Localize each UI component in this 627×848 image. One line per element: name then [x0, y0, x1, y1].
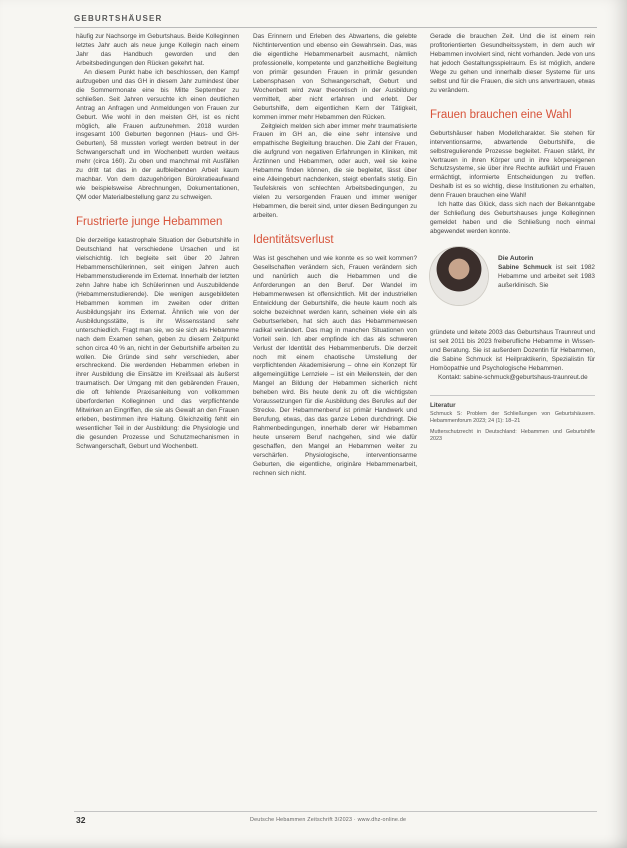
body-paragraph: häufig zur Nachsorge im Geburtshaus. Beide Kolleginnen letztes Jahr auch als neue junge Kollegin nach einem Jahr das Handbuch geworden und den Arbeitsbedingungen den Rücken gekehrt hat. [76, 33, 239, 67]
column-3 [430, 33, 595, 448]
author-bio-text: ist seit 1982 Hebamme und arbeitet seit 1983 außerklinisch. Sie [498, 264, 595, 289]
literature-rule [430, 395, 595, 396]
body-paragraph: Gerade die brauchen Zeit. Und die ist einem rein profitorientierten Gesundheitssystem, in dem auch wir Hebammen involviert sind, nicht vorhanden. Jede von uns hat jedoch Gestaltungsspielraum. Es ist möglich, andere Wege zu gehen und innerhalb dieser Systeme für uns selbst und für die Frauen, die sich uns anvertrauen, etwas zu verändern. [430, 33, 595, 94]
section-heading: Frustrierte junge Hebammen [76, 216, 223, 229]
header-rule [74, 27, 597, 28]
literature-title: Literatur [430, 401, 456, 409]
body-paragraph: Die derzeitige katastrophale Situation der Geburtshilfe in Deutschland hat verschiedene Ursachen und ist vielschichtig. Ich begleite seit über 20 Jahren Hebammenschülerinnen, seit einigen Jahren auch Hebammenstudierende im Externat. Innerhalb der letzten zehn Jahre habe ich Schülerinnen und Auszubildende (Hebammenstudierende). Die wenigen ausgebildeten Hebammen kommen im zweiten oder dritten Ausbildungsjahr ins Externat. Ähnlich wie von der Ausbildungsstätte, is ihr Wissensstand sehr unterschiedlich. Fragt man sie, wo sie sich als Hebamme nach dem Examen sehen, geben zu diesem Zeitpunkt schon circa 40 % an, nicht in der Geburtshilfe arbeiten zu wollen. Die Gründe sind sehr verschieden, aber erschreckend. Die werdenden Hebammen erleben in ihrer Ausbildung die Einsätze im Kreißsaal als äußerst traumatisch. Der Umgang mit den gebärenden Frauen, die oft fehlende Praxisanleitung von vollkommen überforderten Kolleginnen und das verpflichtende Mitwirken an Eingriffen, die sie als Gewalt an den Frauen erleben, bestimmen ihre Haltung. Gleichzeitig fehlt ein wesentlicher Teil in der Ausbildung: die Physiologie und die gesunden Prozesse und Schutzmechanismen in Schwangerschaft, Geburt und Wochenbett. [76, 237, 239, 451]
body-paragraph: Geburtshäuser haben Modellcharakter. Sie stehen für interventionsarme, abwartende Geburtshilfe, die selbstregulierende Prozesse begleitet. Frauen stärkt, ihr Vertrauen in ihren Körper und in ihre körpereigenen Schutzsysteme, sie über ihre Rechte aufklärt und Frauen ermächtigt, informierte Entscheidungen zu treffen. Deshalb ist es so wichtig, diese Institutionen zu erhalten, denn Frauen brauchen eine Wahl! [430, 129, 595, 200]
body-paragraph: Das Erinnern und Erleben des Abwartens, die gelebte Nichtintervention und ebenso ein Gewahrsein. Das, was die eigentliche Hebammenarbeit ausmacht, nämlich professionelle, kompetente und ganzheitliche Begleitung von primär gesunden Frauen in primär gesunden Lebensphasen von Schwangerschaft, Geburt und Wochenbett wird zwar theoretisch in der Ausbildung vermittelt, aber nicht erfahren und erlebt. Der Geburtshilfe, dem eigentlichen Kern der Tätigkeit, kommen immer mehr Hebammen den Rücken. [253, 33, 417, 121]
footer-rule [74, 811, 597, 812]
body-paragraph: Ich hatte das Glück, dass sich nach der Bekanntgabe der Schließung des Geburtshauses junge Kolleginnen gemeldet haben und die Schließung noch einmal abgewendet werden konnte. [430, 201, 595, 236]
body-paragraph: Was ist geschehen und wie konnte es so weit kommen? Gesellschaften verändern sich, Frauen verändern sich und nanürlich auch die Hebammen und die Anforderungen an den Beruf. Der Wandel im Hebammenwesen ist offensichtlich. Mit der industriellen Entwicklung der Geburtshilfe, die heute kaum noch als solche bezeichnet werden kann, scheinen viele ein als Geburtserleben, hat sich auch das Hebammenwesen radikal verändert. Das mag in manchen Situationen von Vorteil sein. Ich aber empfinde ich das als schweren Verlust der Identität des Hebammenberufs. Die derzeit noch mit einem chaotische Umstellung der verpflichtenden Akademisierung – ohne ein Konzept für allgemeingültige Lernziele – ist ein Meilenstein, der den Mangel an Bildung der Hebammen sicherlich nicht beheben wird. Bis heute denk zu oft die wichtigsten Voraussetzungen für die Ausbildung des Berufes auf der Strecke. Der Hebammenberuf ist primär Handwerk und Berufung, etwas, das das ganze Leben durchdringt. Die Rahmenbedingungen, innerhalb derer wir Hebammen heute unserem Beruf nachgehen, sind wie dafür geschaffen, den Mangel an Hebammen weiter zu verschärfen. Physiologische, interventionsarme Geburten, die eigentliche, originäre Hebammenarbeit, rechnen sich nicht. [253, 255, 417, 477]
body-paragraph: Zeitgleich melden sich aber immer mehr traumatisierte Frauen im GH an, die eine sehr intensive und empathische Begleitung brauchen. Die Zahl der Frauen, die aufgrund von negativen Erfahrungen in Kliniken, mit Ärztinnen und Hebammen, oder auch, weil sie keine Hebamme finden können, die sie begleitet, lässt über eine Alleingeburt nachdenken, steigt ebenfalls stetig. Ein Teufelskreis von schlechten Arbeitsbedingungen, zu vielen zu versorgenden Frauen und immer weniger Hebammen, die bereit sind, unter diesen Bedingungen zu arbeiten. [253, 122, 417, 220]
author-bio [498, 255, 595, 291]
literature-item: Schmuck S: Problem der Schließungen von Geburtshäusern. Hebammenforum 2023; 24 (1): 18–21 [430, 410, 595, 424]
literature-item: Mutterschutzrecht in Deutschland: Hebammen und Geburtshilfe 2023 [430, 429, 595, 443]
column-1 [76, 33, 239, 452]
section-heading: Identitätsverlust [253, 234, 334, 247]
footer-info: Deutsche Hebammen Zeitschrift 3/2023 · www.dhz-online.de [250, 817, 407, 823]
author-bio-continued: gründete und leitete 2003 das Geburtshaus Traunreut und ist seit 2011 bis 2023 freiberufliche Hebamme in Wissen- und Beratung. Sie ist außerdem Dozentin für Hebammen, die Sabine Schmuck ist Heilpraktikerin, Spezialistin für Homöopathie und Psychologische Hebammen. [430, 329, 595, 372]
author-label: Die Autorin [498, 255, 534, 263]
page-number: 32 [76, 815, 86, 825]
author-portrait [430, 247, 488, 305]
section-heading: Frauen brauchen eine Wahl [430, 108, 572, 121]
author-box [430, 247, 595, 329]
body-paragraph: An diesem Punkt habe ich beschlossen, den Kampf aufzugeben und das GH in diesem Jahr zumindest über die Sommermonate eine bis Mitte September zu schließen. Seit Jahren versuchte ich einen deutlichen Antrag an Anfragen und Anmeldungen von Frauen zur Geburt. Wie wohl in den meisten GH, ist es nicht möglich, alle Frauen aufzunehmen. 2018 wurden insgesamt 100 Geburten begonnen (Haus- und GH-Geburten), 58 mussten vorlegt werden betreut in der Schwangerschaft und im Wochenbett wurden weitaus mehr (circa 160). Zu oben und manchmal mit Ausfällen zu dritt tat das in der aufbleibenden Arbeit kaum machbar. Von dem dazugehörigen Bürokratieaufwand wie beispielsweise Abrechnungen, Dokumentationen, QM oder Materialbestellung ganz zu schweigen. [76, 68, 239, 202]
author-contact: Kontakt: sabine-schmuck@geburtshaus-traunreut.de [438, 373, 588, 381]
section-header: GEBURTSHÄUSER [74, 14, 163, 23]
column-2 [253, 33, 417, 479]
author-name: Sabine Schmuck [498, 264, 552, 272]
